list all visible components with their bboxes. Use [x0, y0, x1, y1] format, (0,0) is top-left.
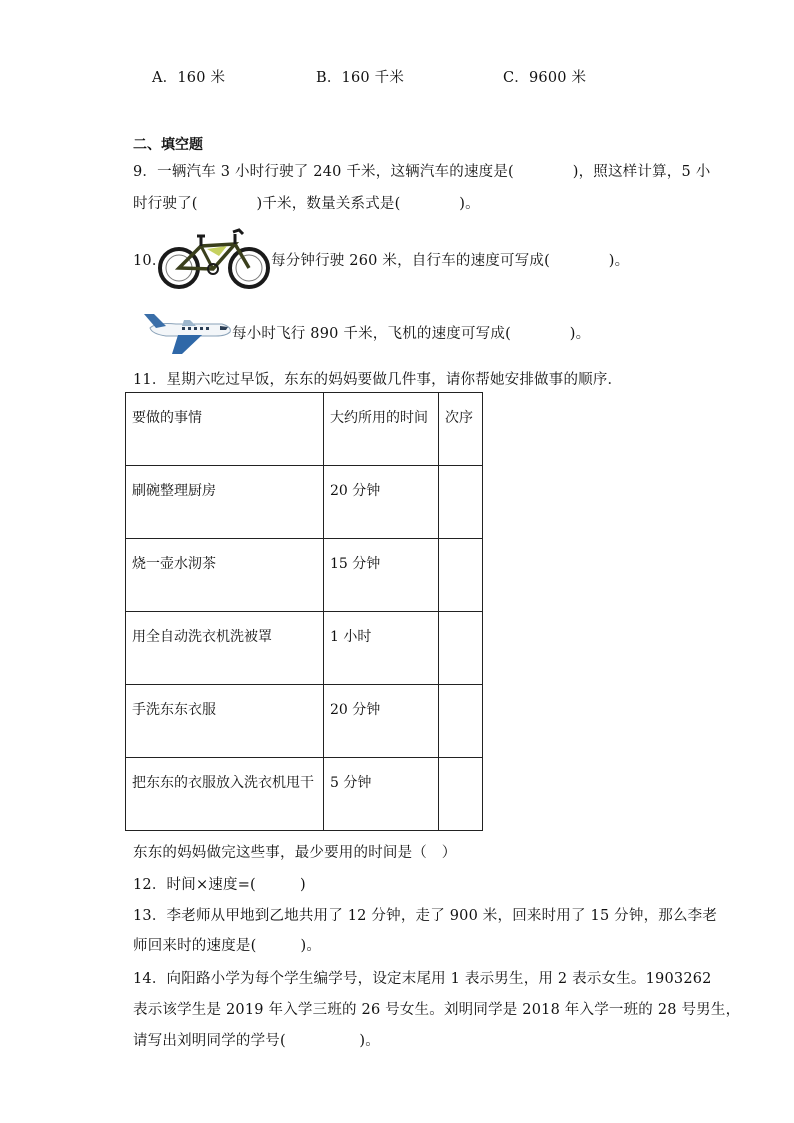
- table-row: [126, 539, 483, 612]
- airplane-image: [142, 308, 234, 358]
- option-b: B．160 千米: [316, 70, 405, 86]
- question-13-line1: 13．李老师从甲地到乙地共用了 12 分钟，走了 900 米，回来时用了 15 分钟，那么李老: [133, 908, 718, 924]
- order-cell[interactable]: [439, 539, 483, 612]
- task-cell: 用全自动洗衣机洗被罩: [126, 612, 324, 685]
- question-11-after: 东东的妈妈做完这些事，最少要用的时间是（ ）: [133, 845, 457, 861]
- task-cell: 手洗东东衣服: [126, 685, 324, 758]
- question-12-text: 12．时间×速度=( ): [133, 877, 306, 893]
- order-cell[interactable]: [439, 612, 483, 685]
- option-c: C．9600 米: [503, 70, 587, 86]
- order-cell[interactable]: [439, 466, 483, 539]
- header-order: 次序: [439, 393, 483, 466]
- question-10-bike-text: 每分钟行驶 260 米，自行车的速度可写成( )。: [271, 253, 630, 269]
- time-cell: 1 小时: [324, 612, 439, 685]
- task-order-table: [125, 392, 483, 831]
- table-row: [126, 466, 483, 539]
- time-cell: 20 分钟: [324, 685, 439, 758]
- table-header-row: [126, 393, 483, 466]
- question-14-line3: 请写出刘明同学的学号( )。: [133, 1033, 380, 1049]
- time-cell: 5 分钟: [324, 758, 439, 831]
- question-14-line1: 14．向阳路小学为每个学生编学号，设定末尾用 1 表示男生，用 2 表示女生。1903262: [133, 971, 712, 987]
- header-task: 要做的事情: [126, 393, 324, 466]
- option-a: A．160 米: [152, 70, 226, 86]
- order-cell[interactable]: [439, 685, 483, 758]
- task-cell: 把东东的衣服放入洗衣机甩干: [126, 758, 324, 831]
- section-title: 二、填空题: [133, 137, 203, 153]
- header-time: 大约所用的时间: [324, 393, 439, 466]
- bicycle-image: [157, 222, 271, 294]
- table-row: [126, 685, 483, 758]
- task-cell: 烧一壶水沏茶: [126, 539, 324, 612]
- table-row: [126, 612, 483, 685]
- time-cell: 20 分钟: [324, 466, 439, 539]
- question-9-line2: 时行驶了( )千米，数量关系式是( )。: [133, 196, 480, 212]
- time-cell: 15 分钟: [324, 539, 439, 612]
- order-cell[interactable]: [439, 758, 483, 831]
- question-9-line1: 9．一辆汽车 3 小时行驶了 240 千米，这辆汽车的速度是( )，照这样计算，5 小: [133, 164, 711, 180]
- question-13-line2: 师回来时的速度是( )。: [133, 938, 322, 954]
- question-10-plane-text: 每小时飞行 890 千米，飞机的速度可写成( )。: [232, 326, 591, 342]
- question-14-line2: 表示该学生是 2019 年入学三班的 26 号女生。刘明同学是 2018 年入学一班的 28 号男生，: [133, 1002, 741, 1018]
- table-row: [126, 758, 483, 831]
- question-10-number: 10．: [133, 253, 167, 269]
- question-11-text: 11．星期六吃过早饭，东东的妈妈要做几件事，请你帮她安排做事的顺序．: [133, 372, 623, 388]
- task-cell: 刷碗整理厨房: [126, 466, 324, 539]
